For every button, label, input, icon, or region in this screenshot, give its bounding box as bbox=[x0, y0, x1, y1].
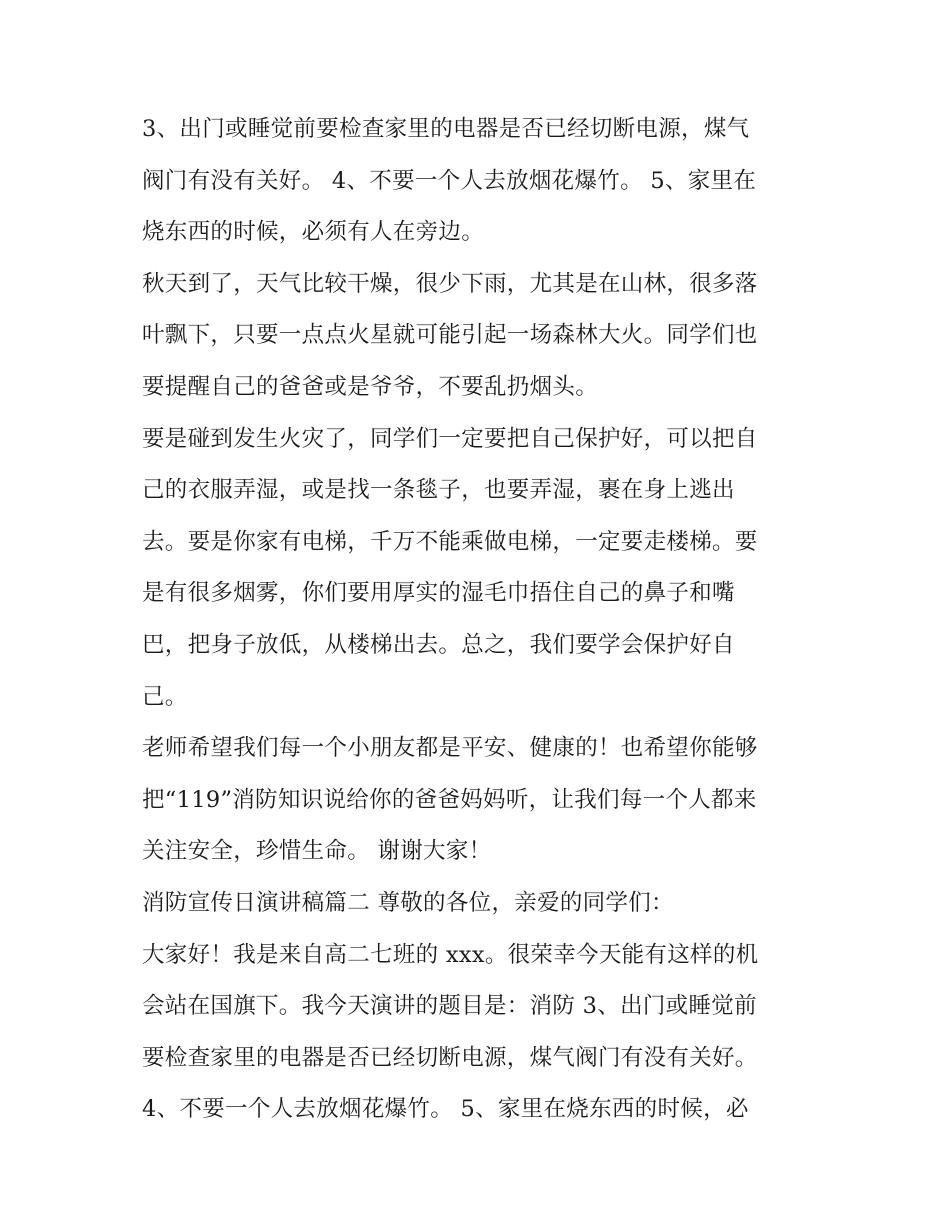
text-line: 关注安全，珍惜生命。 谢谢大家！ bbox=[142, 838, 492, 865]
text-line: 要提醒自己的爸爸或是爷爷，不要乱扔烟头。 bbox=[142, 373, 599, 400]
text-line: 消防宣传日演讲稿篇二 尊敬的各位，亲爱的同学们： bbox=[142, 889, 674, 916]
text-line: 秋天到了，天气比较干燥，很少下雨，尤其是在山林，很多落 bbox=[142, 270, 758, 297]
text-line: 把“119”消防知识说给你的爸爸妈妈听，让我们每一个人都来 bbox=[142, 786, 757, 813]
text-line: 会站在国旗下。我今天演讲的题目是：消防 3、出门或睡觉前 bbox=[142, 993, 757, 1020]
text-line: 巴，把身子放低，从楼梯出去。总之，我们要学会保护好自 bbox=[142, 631, 735, 658]
text-line: 老师希望我们每一个小朋友都是平安、健康的！也希望你能够 bbox=[142, 735, 758, 762]
text-line: 是有很多烟雾，你们要用厚实的湿毛巾捂住自己的鼻子和嘴 bbox=[142, 580, 735, 607]
text-line: 要检查家里的电器是否已经切断电源，煤气阀门有没有关好。 bbox=[142, 1044, 758, 1071]
text-line: 要是碰到发生火灾了，同学们一定要把自己保护好，可以把自 bbox=[142, 425, 758, 452]
text-line: 己。 bbox=[142, 683, 188, 710]
text-line: 去。要是你家有电梯，千万不能乘做电梯，一定要走楼梯。要 bbox=[142, 528, 758, 555]
text-line: 阀门有没有关好。 4、不要一个人去放烟花爆竹。 5、家里在 bbox=[142, 167, 757, 194]
text-line: 叶飘下，只要一点点火星就可能引起一场森林大火。同学们也 bbox=[142, 322, 758, 349]
text-line: 烧东西的时候，必须有人在旁边。 bbox=[142, 219, 485, 246]
body-text bbox=[142, 104, 822, 1136]
text-line: 大家好！我是来自高二七班的 xxx。很荣幸今天能有这样的机 bbox=[142, 941, 759, 968]
text-line: 3、出门或睡觉前要检查家里的电器是否已经切断电源，煤气 bbox=[142, 116, 750, 142]
text-line: 4、不要一个人去放烟花爆竹。 5、家里在烧东西的时候，必 bbox=[142, 1096, 749, 1123]
text-line: 己的衣服弄湿，或是找一条毯子，也要弄湿，裹在身上逃出 bbox=[142, 477, 735, 504]
